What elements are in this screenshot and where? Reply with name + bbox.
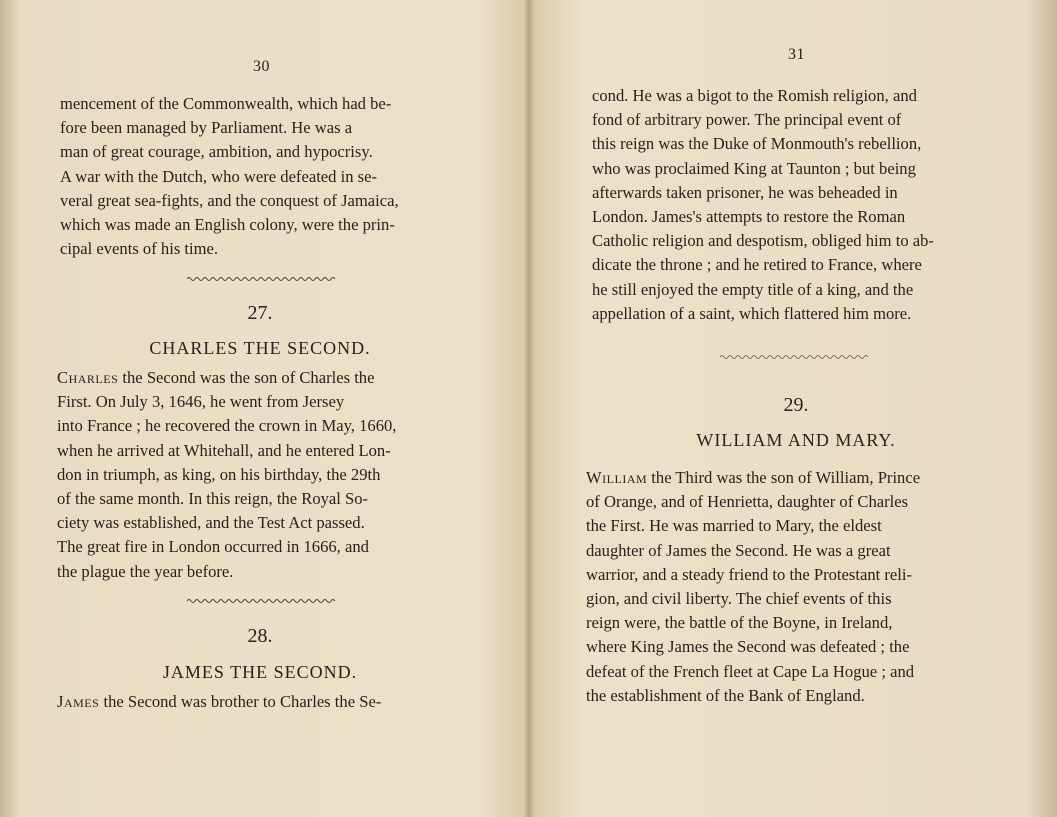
text-line: he still enjoyed the empty title of a king, and the bbox=[592, 279, 914, 299]
section-29-paragraph bbox=[586, 466, 996, 708]
text-line: Catholic religion and despotism, obliged him to ab- bbox=[592, 231, 934, 251]
text-fragment: the Third was the son of William, Prince bbox=[647, 468, 921, 487]
section-27-paragraph bbox=[57, 366, 465, 584]
text-line: cond. He was a bigot to the Romish religion, and bbox=[592, 86, 917, 105]
text-line: warrior, and a steady friend to the Protestant reli- bbox=[586, 564, 913, 584]
intro-paragraph bbox=[592, 84, 1000, 326]
text-line: appellation of a saint, which flattered him more. bbox=[592, 303, 912, 323]
wavy-divider bbox=[187, 598, 337, 604]
text-line: who was proclaimed King at Taunton ; but being bbox=[592, 158, 916, 178]
text-line bbox=[586, 466, 996, 490]
text-line: dicate the throne ; and he retired to France, where bbox=[592, 255, 922, 275]
text-line: First. On July 3, 1646, he went from Jersey bbox=[57, 392, 345, 412]
text-line: which was made an English colony, were the prin- bbox=[60, 215, 395, 235]
text-line: veral great sea-fights, and the conquest of Jamaica, bbox=[60, 190, 399, 210]
text-line: fore been managed by Parliament. He was a bbox=[60, 118, 353, 138]
section-heading: CHARLES THE SECOND. bbox=[149, 338, 371, 358]
section-heading: WILLIAM AND MARY. bbox=[696, 430, 896, 450]
lead-word: James bbox=[57, 692, 100, 711]
page-number: 30 bbox=[253, 58, 270, 75]
right-page bbox=[530, 0, 1057, 817]
text-line: into France ; he recovered the crown in May, 1660, bbox=[57, 416, 397, 436]
section-number: 27. bbox=[247, 302, 273, 324]
text-line: reign were, the battle of the Boyne, in Ireland, bbox=[586, 613, 893, 633]
text-line: the First. He was married to Mary, the eldest bbox=[586, 516, 882, 536]
section-number: 28. bbox=[247, 625, 273, 647]
text-line: of the same month. In this reign, the Royal So- bbox=[57, 489, 369, 509]
text-line bbox=[57, 690, 465, 714]
text-line: man of great courage, ambition, and hypocrisy. bbox=[60, 142, 373, 162]
lead-word: Charles bbox=[57, 368, 119, 387]
text-line: cipal events of his time. bbox=[60, 239, 219, 259]
text-line: gion, and civil liberty. The chief events of this bbox=[586, 589, 892, 609]
text-line: the plague the year before. bbox=[57, 561, 234, 581]
section-number: 29. bbox=[783, 394, 809, 416]
text-line: afterwards taken prisoner, he was beheaded in bbox=[592, 182, 898, 202]
text-line: fond of arbitrary power. The principal event of bbox=[592, 110, 902, 130]
left-page bbox=[0, 0, 525, 817]
text-line: don in triumph, as king, on his birthday, the 29th bbox=[57, 464, 381, 484]
text-line: London. James's attempts to restore the Roman bbox=[592, 207, 906, 227]
text-line: when he arrived at Whitehall, and he entered Lon- bbox=[57, 440, 391, 460]
text-line: where King James the Second was defeated ; the bbox=[586, 637, 910, 657]
text-line: The great fire in London occurred in 1666, and bbox=[57, 537, 369, 557]
text-line: daughter of James the Second. He was a great bbox=[586, 540, 891, 560]
section-heading: JAMES THE SECOND. bbox=[162, 662, 358, 682]
lead-word: William bbox=[586, 468, 648, 487]
wavy-divider bbox=[720, 354, 870, 360]
text-line: mencement of the Commonwealth, which had be- bbox=[60, 94, 392, 113]
section-28-paragraph bbox=[57, 690, 465, 714]
text-fragment: the Second was the son of Charles the bbox=[118, 368, 375, 387]
page-number: 31 bbox=[788, 46, 805, 63]
wavy-divider bbox=[187, 276, 337, 282]
text-line: A war with the Dutch, who were defeated in se- bbox=[60, 166, 378, 186]
text-line bbox=[57, 366, 465, 390]
text-line: this reign was the Duke of Monmouth's rebellion, bbox=[592, 134, 922, 154]
text-line: defeat of the French fleet at Cape La Hogue ; and bbox=[586, 661, 915, 681]
text-line: ciety was established, and the Test Act passed. bbox=[57, 513, 365, 533]
text-line: of Orange, and of Henrietta, daughter of Charles bbox=[586, 492, 909, 512]
intro-paragraph bbox=[60, 92, 468, 261]
text-fragment: the Second was brother to Charles the Se- bbox=[99, 692, 382, 711]
text-line: the establishment of the Bank of England. bbox=[586, 685, 865, 705]
